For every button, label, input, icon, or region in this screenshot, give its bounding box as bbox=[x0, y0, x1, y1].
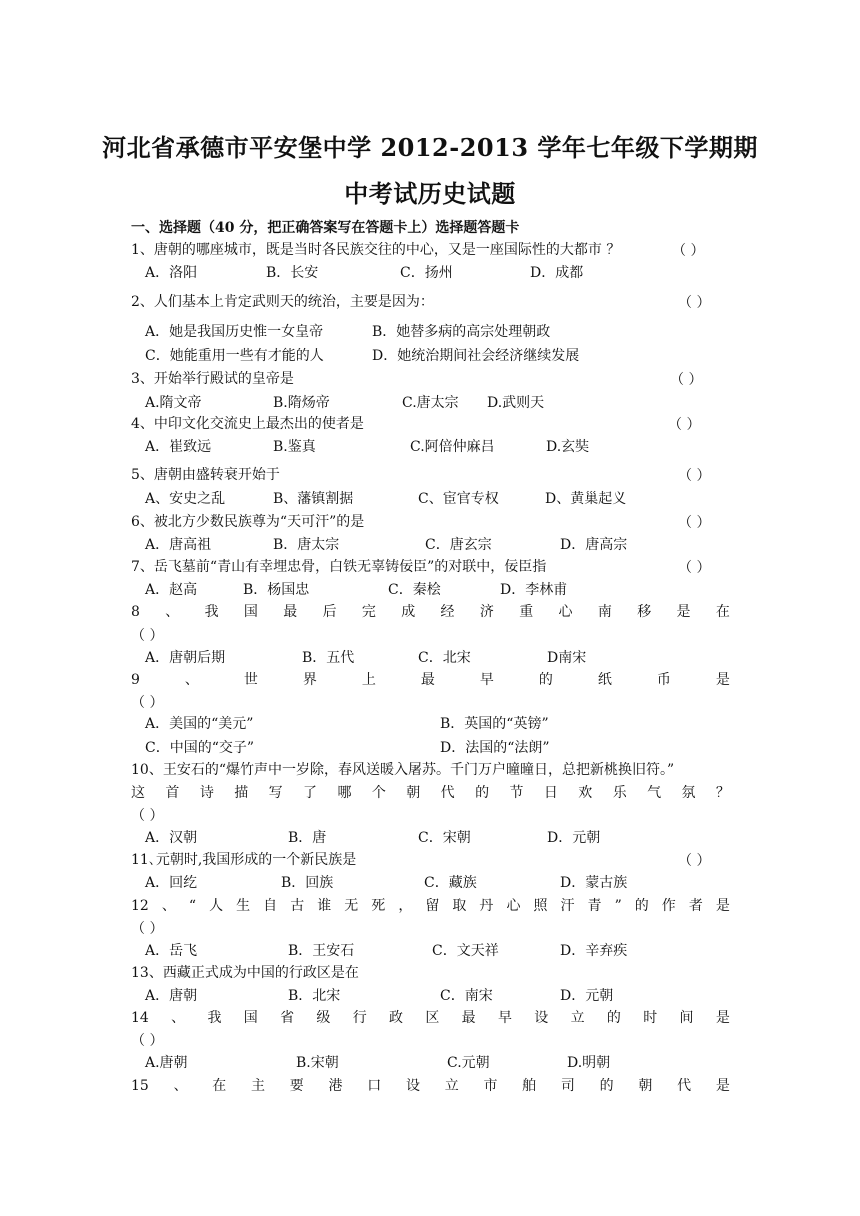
q10-option-c: C．宋朝 bbox=[418, 830, 471, 846]
q2-option-c: C．她能重用一些有才能的人 bbox=[145, 348, 324, 364]
question-15-stem: 15 、 在 主 要 港 口 设 立 市 舶 司 的 朝 代 是 bbox=[131, 1078, 730, 1094]
question-1-stem: 1、唐朝的哪座城市，既是当时各民族交往的中心，又是一座国际性的大都市 ？ bbox=[131, 242, 621, 258]
question-10-stem-cont: 这 首 诗 描 写 了 哪 个 朝 代 的 节 日 欢 乐 气 氛 ？ bbox=[131, 785, 730, 801]
q11-option-d: D．蒙古族 bbox=[560, 875, 628, 891]
answer-paren: （ ） bbox=[678, 853, 711, 869]
q12-option-c: C．文天祥 bbox=[432, 943, 499, 959]
q1-option-c: C．扬州 bbox=[400, 265, 453, 281]
q3-option-a: A.隋文帝 bbox=[145, 395, 202, 411]
q6-option-d: D．唐高宗 bbox=[560, 537, 628, 553]
q14-option-c: C.元朝 bbox=[447, 1055, 490, 1071]
q6-option-c: C．唐玄宗 bbox=[425, 537, 492, 553]
q14-option-d: D.明朝 bbox=[567, 1055, 611, 1071]
q11-option-a: A．回纥 bbox=[145, 875, 198, 891]
q13-option-c: C．南宋 bbox=[440, 988, 493, 1004]
q3-option-b: B.隋炀帝 bbox=[273, 395, 330, 411]
question-3-stem: 3、开始举行殿试的皇帝是 bbox=[131, 371, 294, 387]
q9-option-a: A．美国的“美元” bbox=[145, 716, 254, 732]
q13-option-d: D．元朝 bbox=[560, 988, 614, 1004]
q5-option-b: B、藩镇割据 bbox=[273, 491, 354, 507]
q3-option-c: C.唐太宗 bbox=[402, 395, 459, 411]
q4-option-b: B.鉴真 bbox=[273, 439, 316, 455]
q4-option-d: D.玄奘 bbox=[546, 439, 590, 455]
answer-paren: （ ） bbox=[678, 515, 711, 531]
q1-option-d: D．成都 bbox=[530, 265, 584, 281]
q9-option-c: C．中国的“交子” bbox=[145, 740, 255, 756]
q12-option-b: B．王安石 bbox=[288, 943, 355, 959]
q5-option-c: C、宦官专权 bbox=[418, 491, 499, 507]
question-14-stem: 14 、 我 国 省 级 行 政 区 最 早 设 立 的 时 间 是 bbox=[131, 1010, 730, 1026]
q11-option-c: C．藏族 bbox=[424, 875, 477, 891]
q6-option-b: B．唐太宗 bbox=[273, 537, 340, 553]
q10-option-a: A．汉朝 bbox=[145, 830, 198, 846]
q8-option-b: B．五代 bbox=[302, 650, 355, 666]
q8-option-c: C．北宋 bbox=[418, 650, 471, 666]
question-4-stem: 4、中印文化交流史上最杰出的使者是 bbox=[131, 416, 364, 432]
q9-option-b: B．英国的“英镑” bbox=[440, 716, 549, 732]
answer-paren: （ ） bbox=[668, 417, 701, 433]
exam-title-line2: 中考试历史试题 bbox=[344, 179, 516, 208]
q9-option-d: D．法国的“法朗” bbox=[440, 740, 550, 756]
q14-option-b: B.宋朝 bbox=[296, 1055, 339, 1071]
q3-option-d: D.武则天 bbox=[487, 395, 545, 411]
section-header: 一、选择题（40 分，把正确答案写在答题卡上）选择题答题卡 bbox=[131, 220, 520, 236]
q2-option-d: D．她统治期间社会经济继续发展 bbox=[372, 348, 580, 364]
question-12-stem: 12 、 “ 人 生 自 古 谁 无 死 ， 留 取 丹 心 照 汗 青 ” 的 作 者 是 bbox=[131, 898, 730, 914]
question-13-stem: 13、西藏正式成为中国的行政区是在 bbox=[131, 965, 359, 981]
q12-option-a: A．岳飞 bbox=[145, 943, 198, 959]
q5-option-d: D、黄巢起义 bbox=[545, 491, 627, 507]
answer-paren: （ ） bbox=[131, 921, 164, 937]
q7-option-b: B．杨国忠 bbox=[243, 582, 310, 598]
q13-option-a: A．唐朝 bbox=[145, 988, 198, 1004]
answer-paren: （ ） bbox=[131, 695, 164, 711]
q4-option-a: A．崔致远 bbox=[145, 439, 212, 455]
q2-option-b: B．她替多病的高宗处理朝政 bbox=[372, 324, 551, 340]
answer-paren: （ ） bbox=[131, 1033, 164, 1049]
question-7-stem: 7、岳飞墓前“青山有幸埋忠骨，白铁无辜铸佞臣”的对联中，佞臣指 bbox=[131, 559, 547, 575]
question-5-stem: 5、唐朝由盛转衰开始于 bbox=[131, 467, 280, 483]
q8-option-a: A．唐朝后期 bbox=[145, 650, 226, 666]
answer-paren: （ ） bbox=[670, 372, 703, 388]
answer-paren: （ ） bbox=[678, 295, 711, 311]
q7-option-c: C．秦桧 bbox=[388, 582, 441, 598]
q11-option-b: B．回族 bbox=[281, 875, 334, 891]
q5-option-a: A、安史之乱 bbox=[145, 491, 226, 507]
q2-option-a: A．她是我国历史惟一女皇帝 bbox=[145, 324, 324, 340]
question-9-stem: 9 、 世 界 上 最 早 的 纸 币 是 bbox=[131, 672, 730, 688]
question-11-stem: 11､元朝时,我国形成的一个新民族是 bbox=[131, 852, 357, 868]
q8-option-d: D南宋 bbox=[547, 650, 587, 666]
question-8-stem: 8 、 我 国 最 后 完 成 经 济 重 心 南 移 是 在 bbox=[131, 604, 730, 620]
q10-option-b: B．唐 bbox=[288, 830, 327, 846]
q7-option-a: A．赵高 bbox=[145, 582, 198, 598]
exam-title-line1: 河北省承德市平安堡中学 2012-2013 学年七年级下学期期 bbox=[102, 133, 758, 162]
q10-option-d: D．元朝 bbox=[547, 830, 601, 846]
answer-paren: （ ） bbox=[678, 560, 711, 576]
q7-option-d: D．李林甫 bbox=[500, 582, 568, 598]
q14-option-a: A.唐朝 bbox=[145, 1055, 188, 1071]
answer-paren: （ ） bbox=[131, 628, 164, 644]
q1-option-b: B．长安 bbox=[266, 265, 319, 281]
answer-paren: （ ） bbox=[678, 468, 711, 484]
q4-option-c: C.阿倍仲麻吕 bbox=[410, 439, 495, 455]
q13-option-b: B．北宋 bbox=[288, 988, 341, 1004]
q6-option-a: A．唐高祖 bbox=[145, 537, 212, 553]
answer-paren: （ ） bbox=[131, 808, 164, 824]
question-10-stem: 10、王安石的“爆竹声中一岁除，春风送暖入屠苏。千门万户曈曈日，总把新桃换旧符。” bbox=[131, 762, 675, 778]
q1-option-a: A．洛阳 bbox=[145, 265, 198, 281]
q12-option-d: D．辛弃疾 bbox=[560, 943, 628, 959]
question-2-stem: 2、人们基本上肯定武则天的统治，主要是因为： bbox=[131, 294, 434, 310]
question-6-stem: 6、被北方少数民族尊为“天可汗”的是 bbox=[131, 514, 365, 530]
answer-paren: （ ） bbox=[672, 243, 705, 259]
